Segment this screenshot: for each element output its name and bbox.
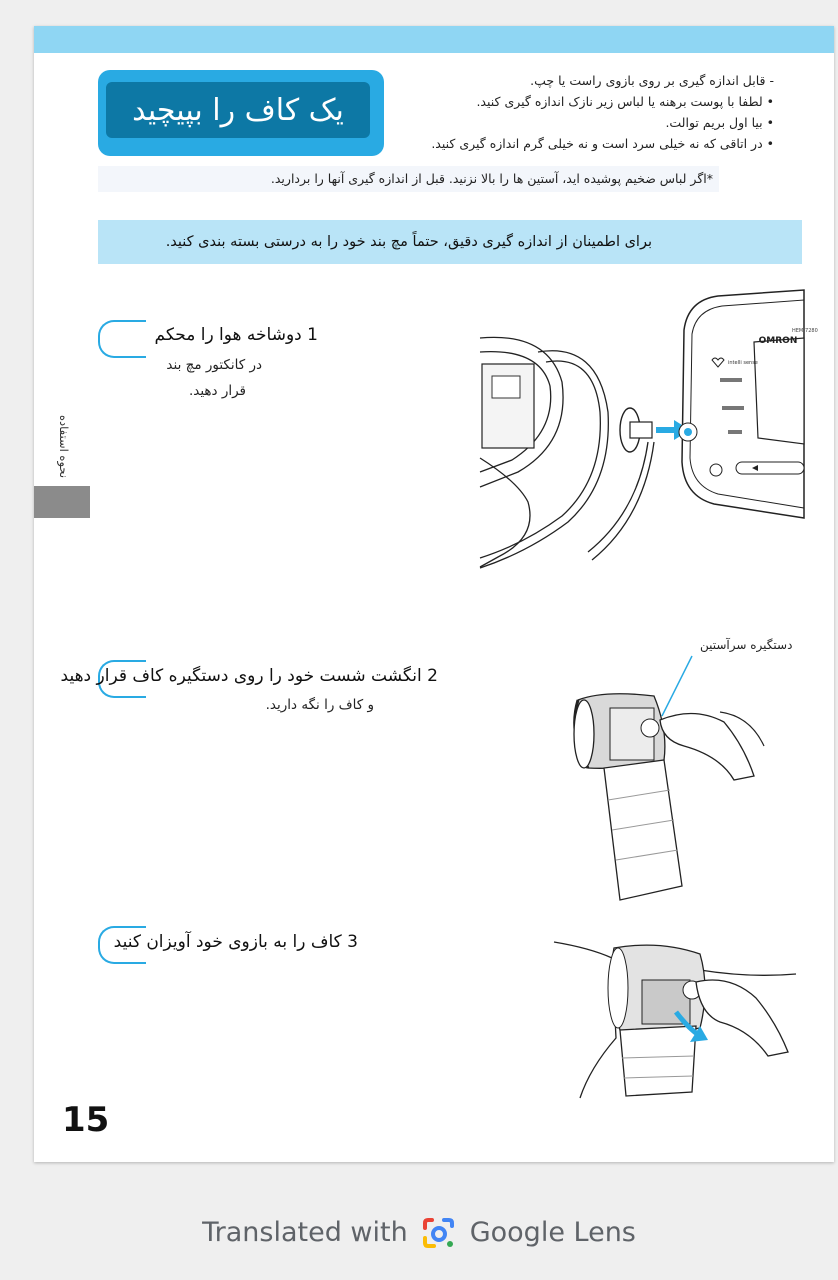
step-bracket [98, 320, 146, 358]
model-label: HEM-7280 [792, 328, 818, 334]
requirement-item: • در اتاقی که نه خیلی سرد است و نه خیلی گرم اندازه گیری کنید. [431, 136, 774, 151]
google-lens-icon [420, 1214, 458, 1252]
step-2 [60, 658, 438, 728]
cuff-handle-callout: دستگیره سرآستین [700, 638, 793, 652]
requirements-list [374, 70, 774, 154]
google-lens-brand: Google Lens [469, 1217, 636, 1248]
step-3 [98, 926, 358, 966]
brand-logo: OMRON [758, 336, 798, 346]
translated-with-label: Translated with [202, 1217, 408, 1248]
page-top-bar [34, 26, 834, 53]
cuff-hold-illustration [564, 650, 784, 906]
page-title: یک کاف را بپیچید [106, 82, 370, 138]
step-text: قرار دهید. [188, 383, 246, 399]
manual-page [34, 26, 834, 1162]
cuff-on-arm-illustration [550, 918, 800, 1102]
step-text: در کانکتور مچ بند [166, 357, 262, 373]
google-lens-footer [0, 1195, 838, 1270]
clothing-note: *اگر لباس ضخیم پوشیده اید، آستین ها را بالا نزنید. قبل از اندازه گیری آنها را بردارید. [98, 166, 719, 192]
sense-label: intelli sense [728, 360, 758, 366]
step-text: و کاف را نگه دارید. [265, 697, 374, 713]
requirement-item: • بیا اول بریم توالت. [665, 115, 774, 130]
accuracy-banner: برای اطمینان از اندازه گیری دقیق، حتماً مچ بند خود را به درستی بسته بندی کنید. [98, 220, 802, 264]
section-tab [34, 486, 90, 518]
step-heading: 1 دوشاخه هوا را محکم [154, 325, 318, 345]
title-box [98, 70, 384, 156]
page-number: 15 [62, 1100, 110, 1140]
step-heading: 2 انگشت شست خود را روی دستگیره کاف قرار دهید [60, 666, 438, 686]
air-plug-illustration [478, 282, 818, 582]
requirement-item: • لطفا با پوست برهنه یا لباس زیر نازک اندازه گیری کنید. [476, 94, 774, 109]
step-1 [98, 318, 318, 408]
requirement-item: - قابل اندازه گیری بر روی بازوی راست یا چپ. [530, 73, 774, 88]
step-heading: 3 کاف را به بازوی خود آویزان کنید [113, 932, 358, 952]
section-side-label: نحوه استفاده [57, 415, 71, 479]
